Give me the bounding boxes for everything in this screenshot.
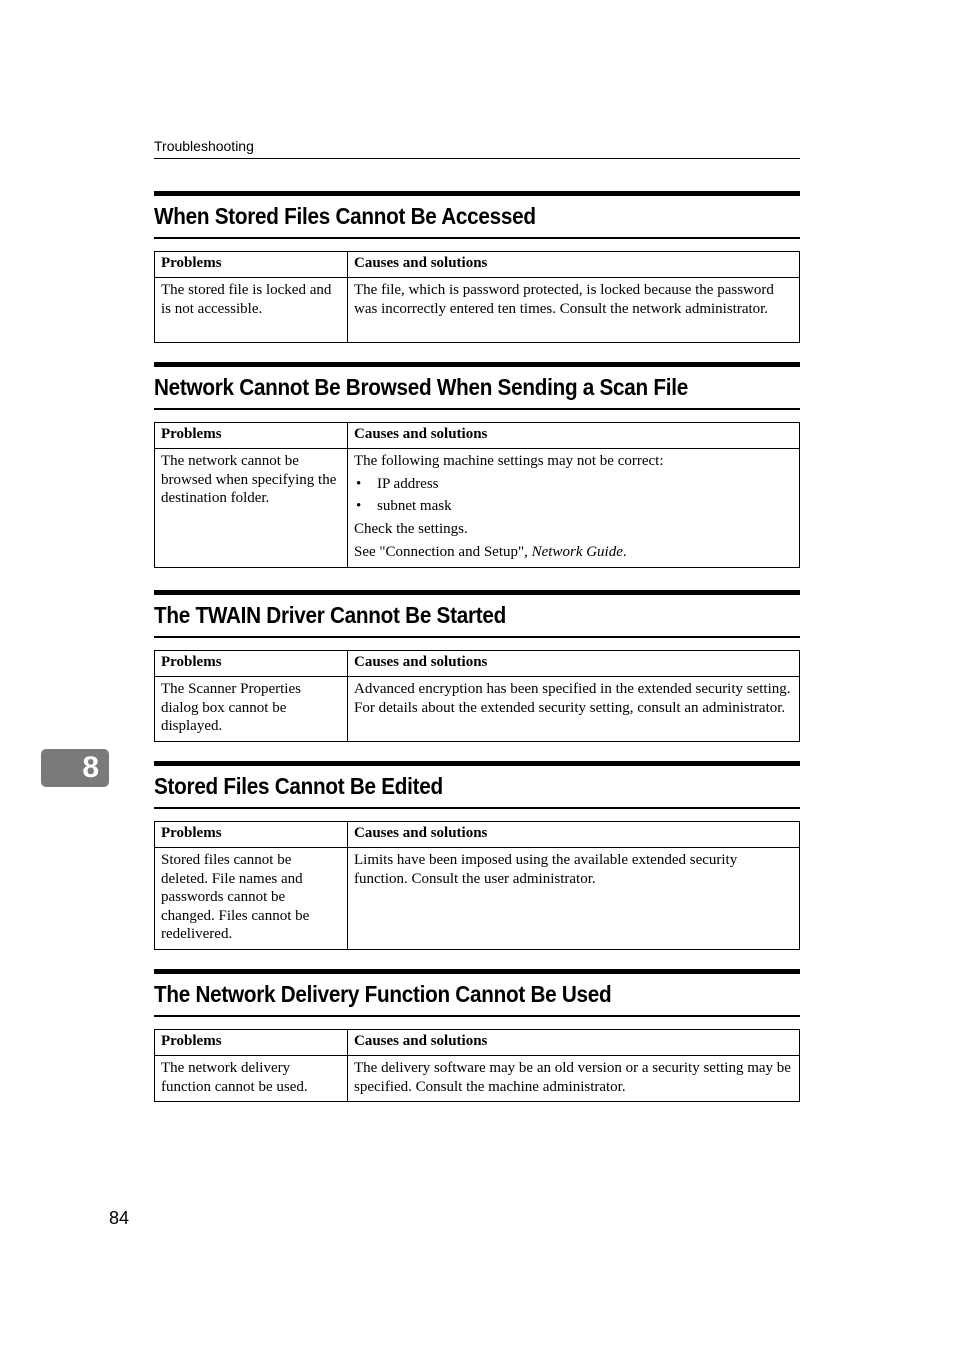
table-row (155, 449, 800, 568)
chapter-tab: 8 (41, 749, 109, 787)
section-stored-files-accessed (154, 191, 800, 343)
solution-see: See "Connection and Setup", Network Guide. (354, 544, 627, 560)
settings-list (354, 475, 793, 516)
running-head: Troubleshooting (154, 138, 800, 159)
list-item: • subnet mask (354, 497, 793, 516)
section-twain-driver (154, 590, 800, 742)
section-title: The TWAIN Driver Cannot Be Started (154, 590, 800, 638)
solution-check: Check the settings. (354, 520, 468, 537)
table-header-row (155, 651, 800, 677)
section-title: When Stored Files Cannot Be Accessed (154, 191, 800, 239)
header-problems: Problems (155, 651, 348, 677)
problem-cell: The stored file is locked and is not accessible. (155, 278, 348, 343)
table-header-row (155, 252, 800, 278)
section-title: Network Cannot Be Browsed When Sending a Scan File (154, 362, 800, 410)
solution-intro: The following machine settings may not be correct: (354, 453, 664, 469)
header-problems: Problems (155, 423, 348, 449)
header-causes: Causes and solutions (348, 423, 800, 449)
solution-cell: Advanced encryption has been specified in the extended security setting. For details about the extended security setting, consult an administrator. (348, 677, 800, 742)
solution-cell (348, 449, 800, 568)
section-title: Stored Files Cannot Be Edited (154, 761, 800, 809)
troubleshooting-table (154, 821, 800, 950)
table-row (155, 677, 800, 742)
table-header-row (155, 1030, 800, 1056)
table-row (155, 1056, 800, 1102)
problem-cell: The Scanner Properties dialog box cannot be displayed. (155, 677, 348, 742)
list-item: • IP address (354, 475, 793, 494)
header-causes: Causes and solutions (348, 1030, 800, 1056)
section-network-delivery (154, 969, 800, 1102)
solution-cell: Limits have been imposed using the available extended security function. Consult the user administrator. (348, 848, 800, 950)
table-row (155, 848, 800, 950)
troubleshooting-table (154, 251, 800, 343)
header-causes: Causes and solutions (348, 252, 800, 278)
header-problems: Problems (155, 1030, 348, 1056)
page-number: 84 (109, 1208, 130, 1228)
problem-cell: The network delivery function cannot be used. (155, 1056, 348, 1102)
header-causes: Causes and solutions (348, 822, 800, 848)
solution-cell: The file, which is password protected, is locked because the password was incorrectly entered ten times. Consult the network administrator. (348, 278, 800, 343)
section-network-browse (154, 362, 800, 568)
problem-cell: Stored files cannot be deleted. File names and passwords cannot be changed. Files cannot be redelivered. (155, 848, 348, 950)
troubleshooting-table (154, 1029, 800, 1102)
solution-cell: The delivery software may be an old version or a security setting may be specified. Consult the machine administrator. (348, 1056, 800, 1102)
header-problems: Problems (155, 252, 348, 278)
table-header-row (155, 423, 800, 449)
section-title: The Network Delivery Function Cannot Be Used (154, 969, 800, 1017)
problem-cell: The network cannot be browsed when specifying the destination folder. (155, 449, 348, 568)
guide-reference: Network Guide (531, 544, 623, 560)
table-row (155, 278, 800, 343)
troubleshooting-table (154, 650, 800, 742)
troubleshooting-table (154, 422, 800, 568)
table-header-row (155, 822, 800, 848)
section-stored-files-edited (154, 761, 800, 950)
header-problems: Problems (155, 822, 348, 848)
header-causes: Causes and solutions (348, 651, 800, 677)
